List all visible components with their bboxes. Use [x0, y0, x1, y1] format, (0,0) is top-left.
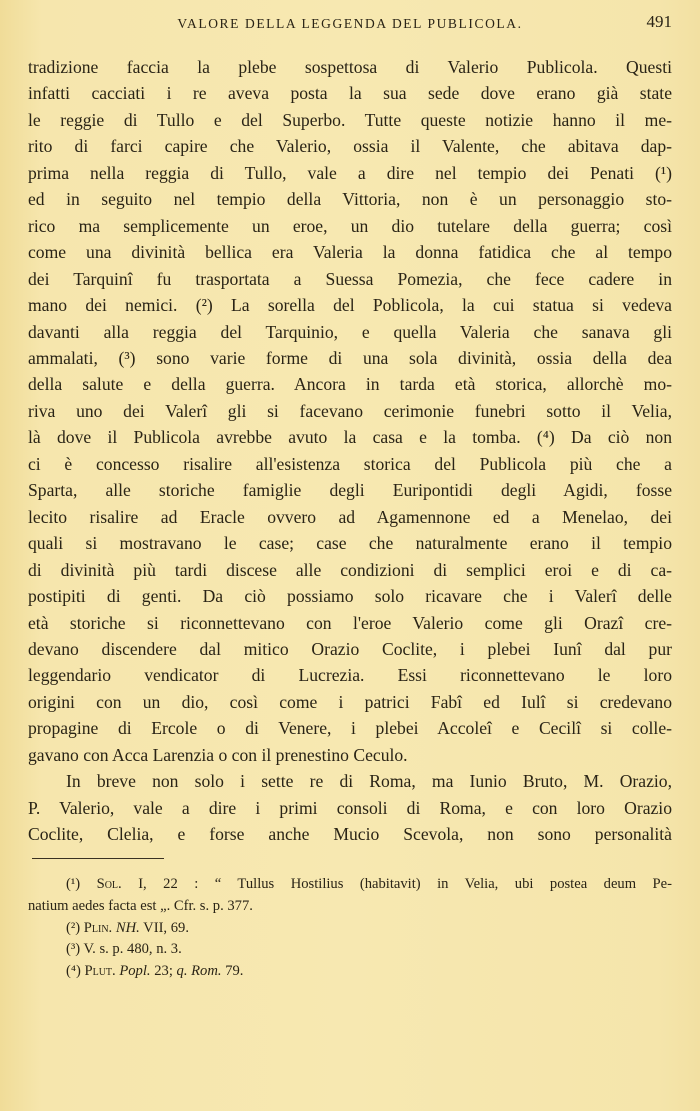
- footnote-work: NH.: [115, 919, 140, 936]
- text-line: gavano con Acca Larenzia o con il prenestino Ceculo.: [28, 744, 408, 765]
- text-line: origini con un dio, così come i patrici Fabî ed Iulî si credevano: [28, 691, 672, 712]
- footnote-1: [28, 874, 672, 896]
- text-line: dei Tarquinî fu trasportata a Suessa Pomezia, che fece cadere in: [28, 268, 672, 289]
- text-line: età storiche si riconnettevano con l'eroe Valerio come gli Orazî cre-: [28, 612, 672, 633]
- text-line: postipiti di genti. Da ciò possiamo solo ricavare che i Valerî delle: [28, 586, 672, 607]
- text-line: riva uno dei Valerî gli si facevano cerimonie funebri sotto il Velia,: [28, 400, 672, 421]
- text-line: Sparta, alle storiche famiglie degli Euripontidi degli Agidi, fosse: [28, 480, 672, 501]
- text-line: leggendario vendicator di Lucrezia. Essi riconnettevano le loro: [28, 665, 672, 686]
- footnote-3: [28, 939, 672, 961]
- footnote-marker: (⁴): [66, 963, 81, 980]
- footnote-marker: (¹): [66, 876, 81, 892]
- text-line: mano dei nemici. (²) La sorella del Poblicola, la cui statua si vedeva: [28, 295, 672, 316]
- footnotes: [28, 874, 672, 983]
- footnote-author: Sol.: [96, 876, 122, 892]
- text-line: P. Valerio, vale a dire i primi consoli di Roma, e con loro Orazio: [28, 797, 672, 818]
- text-line: rito di farci capire che Valerio, ossia il Valente, che abitava dap-: [28, 136, 672, 157]
- footnote-text: V. s. p. 480, n. 3.: [83, 941, 182, 958]
- text-line: rico ma semplicemente un eroe, un dio tutelare della guerra; così: [28, 215, 672, 236]
- footnote-author: Plut.: [84, 963, 116, 980]
- text-line: le reggie di Tullo e del Superbo. Tutte queste notizie hanno il me-: [28, 109, 672, 130]
- page-number: 491: [646, 12, 672, 31]
- footnote-marker: (²): [66, 919, 81, 936]
- text-line: propagine di Ercole o di Venere, i plebei Accoleî e Cecilî si colle-: [28, 718, 672, 739]
- text-line: della salute e della guerra. Ancora in tarda età storica, allorchè mo-: [28, 374, 672, 395]
- footnote-work: Popl.: [119, 963, 151, 980]
- footnote-4: [28, 961, 672, 983]
- footnote-2: [28, 918, 672, 940]
- page-header: [28, 12, 672, 38]
- footnote-text: 79.: [225, 963, 244, 980]
- footnote-text: 23;: [154, 963, 173, 980]
- footnote-divider: [32, 858, 164, 859]
- body-text: [28, 54, 672, 848]
- text-line: là dove il Publicola avrebbe avuto la casa e la tomba. (⁴) Da ciò non: [28, 427, 672, 448]
- footnote-author: Plin.: [83, 919, 113, 936]
- text-line: devano discendere dal mitico Orazio Coclite, i plebei Iunî dal pur: [28, 638, 672, 659]
- text-line: come una divinità bellica era Valeria la donna fatidica che al tempo: [28, 242, 672, 263]
- text-line: ci è concesso risalire all'esistenza storica del Publicola più che a: [28, 453, 672, 474]
- text-line: lecito risalire ad Eracle ovvero ad Agamennone ed a Menelao, dei: [28, 506, 672, 527]
- text-line: infatti cacciati i re aveva posta la sua sede dove erano già state: [28, 83, 672, 104]
- text-line: davanti alla reggia del Tarquinio, e quella Valeria che sanava gli: [28, 321, 672, 342]
- text-line: Coclite, Clelia, e forse anche Mucio Scevola, non sono personalità: [28, 824, 672, 845]
- text-line: di divinità più tardi discese alle condizioni di semplici eroi e di ca-: [28, 559, 672, 580]
- text-line: ammalati, (³) sono varie forme di una sola divinità, ossia della dea: [28, 347, 672, 368]
- text-line: In breve non solo i sette re di Roma, ma Iunio Bruto, M. Orazio,: [66, 771, 672, 792]
- running-head: VALORE DELLA LEGGENDA DEL PUBLICOLA.: [177, 16, 523, 31]
- footnote-1-continuation: natium aedes facta est „. Cfr. s. p. 377.: [28, 897, 253, 914]
- footnote-marker: (³): [66, 941, 81, 958]
- footnote-text: VII, 69.: [143, 919, 189, 936]
- text-line: tradizione faccia la plebe sospettosa di Valerio Publicola. Questi: [28, 57, 672, 77]
- footnote-work: q. Rom.: [176, 963, 222, 980]
- text-line: quali si mostravano le case; case che naturalmente erano il tempio: [28, 533, 672, 554]
- footnote-text: I, 22 : “ Tullus Hostilius (habitavit) in Velia, ubi postea deum Pe-: [138, 876, 673, 892]
- text-line: prima nella reggia di Tullo, vale a dire nel tempio dei Penati (¹): [28, 162, 672, 183]
- text-line: ed in seguito nel tempio della Vittoria, non è un personaggio sto-: [28, 189, 672, 210]
